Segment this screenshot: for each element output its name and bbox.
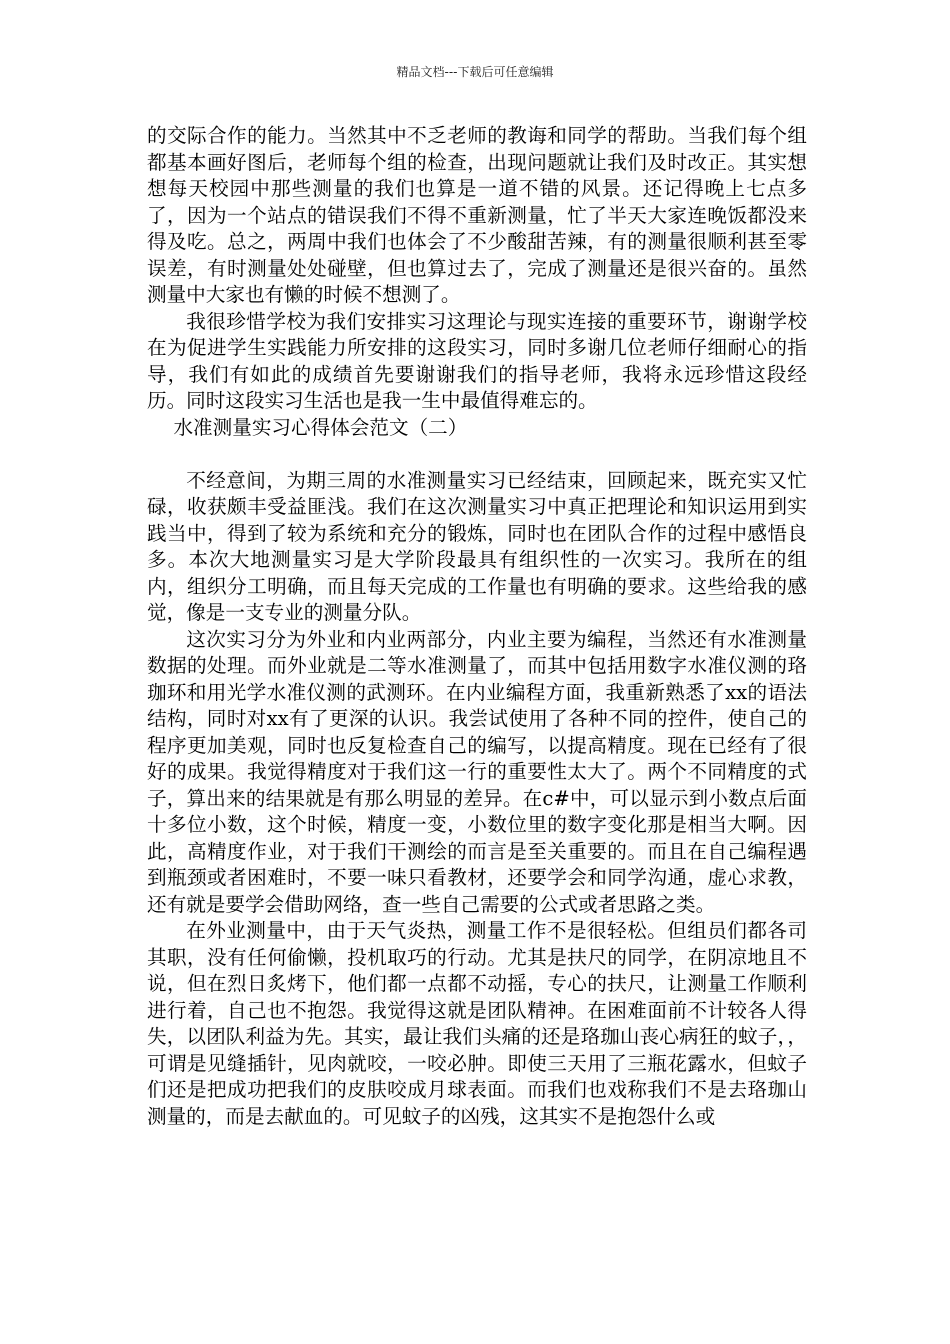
page-header: 精品文档---下载后可任意编辑 (396, 65, 554, 79)
document-body (147, 123, 807, 1130)
paragraph-office-work: 这次实习分为外业和内业两部分，内业主要为编程，当然还有水准测量数据的处理。而外业就是二等水准测量了，而其中包括用数字水准仪测的珞珈环和用光学水准仪测的武测环。在内业编程方面，我重新熟悉了xx的语法结构，同时对xx有了更深的认识。我尝试使用了各种不同的控件，使自己的程序更加美观，同时也反复检查自己的编写，以提高精度。现在已经有了很好的成果。我觉得精度对于我们这一行的重要性太大了。两个不同精度的式子，算出来的结果就是有那么明显的差异。在c#中，可以显示到小数点后面十多位小数，这个时候，精度一变，小数位里的数字变化那是相当大啊。因此，高精度作业，对于我们干测绘的而言是至关重要的。而且在自己编程遇到瓶颈或者困难时，不要一味只看教材，还要学会和同学沟通，虚心求教，还有就是要学会借助网络，查一些自己需要的公式或者思路之类。 (147, 627, 807, 916)
paragraph-continuation: 的交际合作的能力。当然其中不乏老师的教诲和同学的帮助。当我们每个组都基本画好图后，老师每个组的检查，出现问题就让我们及时改正。其实想想每天校园中那些测量的我们也算是一道不错的风景。还记得晚上七点多了，因为一个站点的错误我们不得不重新测量，忙了半天大家连晚饭都没来得及吃。总之，两周中我们也体会了不少酸甜苦辣，有的测量很顺利甚至零误差，有时测量处处碰壁，但也算过去了，完成了测量还是很兴奋的。虽然测量中大家也有懒的时候不想测了。 (147, 124, 807, 306)
paragraph-intro: 不经意间，为期三周的水准测量实习已经结束，回顾起来，既充实又忙碌，收获颇丰受益匪浅。我们在这次测量实习中真正把理论和知识运用到实践当中，得到了较为系统和充分的锻炼，同时也在团队合作的过程中感悟良多。本次大地测量实习是大学阶段最具有组织性的一次实习。我所在的组内，组织分工明确，而且每天完成的工作量也有明确的要求。这些给我的感觉，像是一支专业的测量分队。 (147, 468, 807, 624)
paragraph-field-work: 在外业测量中，由于天气炎热，测量工作不是很轻松。但组员们都各司其职，没有任何偷懒，投机取巧的行动。尤其是扶尺的同学，在阴凉地且不说，但在烈日炙烤下，他们都一点都不动摇，专心的扶尺，让测量工作顺利进行着，自己也不抱怨。我觉得这就是团队精神。在困难面前不计较各人得失，以团队利益为先。其实，最让我们头痛的还是珞珈山丧心病狂的蚊子，，可谓是见缝插针，见肉就咬，一咬必肿。即使三天用了三瓶花露水，但蚊子们还是把成功把我们的皮肤咬成月球表面。而我们也戏称我们不是去珞珈山测量的，而是去献血的。可见蚊子的凶残，这其实不是抱怨什么或 (147, 919, 807, 1128)
paragraph-gratitude: 我很珍惜学校为我们安排实习这理论与现实连接的重要环节，谢谢学校在为促进学生实践能力所安排的这段实习，同时多谢几位老师仔细耐心的指导，我们有如此的成绩首先要谢谢我们的指导老师，我将永远珍惜这段经历。同时这段实习生活也是我一生中最值得难忘的。 (147, 309, 807, 412)
section-title: 水准测量实习心得体会范文（二） (173, 415, 468, 439)
blank-line (147, 441, 807, 468)
